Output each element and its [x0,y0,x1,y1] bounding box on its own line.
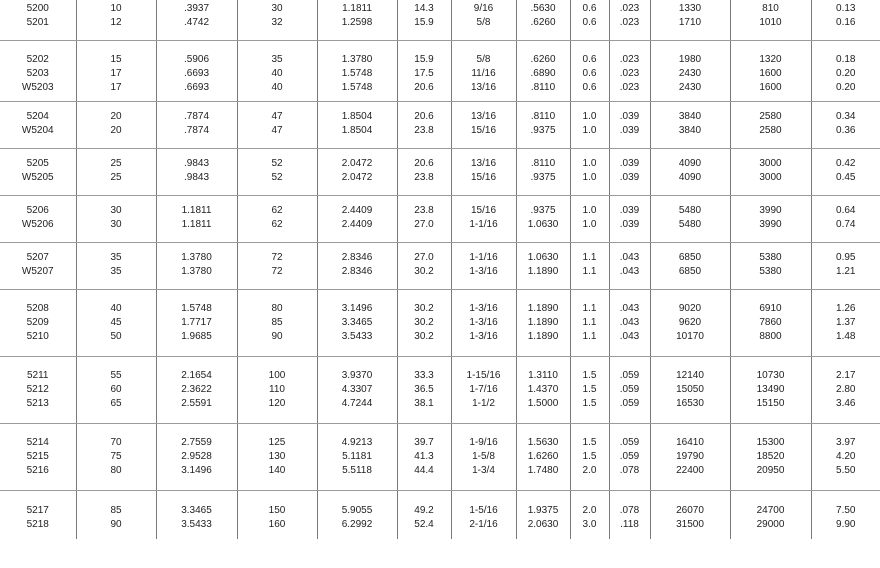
cell-bore-mm: 40 45 50 [76,290,156,357]
cell-fillet-in: .059 .059 .059 [609,357,650,424]
cell-fillet-mm: 0.6 0.6 0.6 [570,41,609,102]
cell-width-mm: 20.6 23.8 [397,149,451,196]
cell-dynamic-load: 9020 9620 10170 [650,290,730,357]
cell-part-number: 5208 5209 5210 [0,290,76,357]
cell-fillet-in: .039 .039 [609,149,650,196]
cell-static-load: 3000 3000 [730,149,811,196]
table-row [0,149,880,196]
table-row [0,424,880,491]
cell-width-mm: 14.3 15.9 [397,0,451,41]
cell-od-mm: 150 160 [237,491,317,540]
cell-bore-mm: 10 12 [76,0,156,41]
cell-width-in: 1-15/16 1-7/16 1-1/2 [451,357,516,424]
cell-width-mm: 23.8 27.0 [397,196,451,243]
cell-od-in: 2.0472 2.0472 [317,149,397,196]
cell-fillet-in: .043 .043 .043 [609,290,650,357]
table-row [0,41,880,102]
table-row [0,357,880,424]
cell-static-load: 810 1010 [730,0,811,41]
cell-dynamic-load: 4090 4090 [650,149,730,196]
cell-fillet-in: .078 .118 [609,491,650,540]
cell-static-load: 6910 7860 8800 [730,290,811,357]
cell-dynamic-load: 1330 1710 [650,0,730,41]
table-row [0,102,880,149]
cell-od-in: 1.8504 1.8504 [317,102,397,149]
cell-od-mm: 100 110 120 [237,357,317,424]
cell-bore-in: 1.1811 1.1811 [156,196,237,243]
cell-fillet-in: .023 .023 [609,0,650,41]
cell-static-load: 24700 29000 [730,491,811,540]
cell-static-load: 15300 18520 20950 [730,424,811,491]
cell-width-mm: 39.7 41.3 44.4 [397,424,451,491]
cell-width-decimal: .8110 .9375 [516,102,570,149]
cell-width-mm: 15.9 17.5 20.6 [397,41,451,102]
cell-bore-mm: 25 25 [76,149,156,196]
cell-fillet-in: .023 .023 .023 [609,41,650,102]
cell-width-mm: 27.0 30.2 [397,243,451,290]
cell-od-mm: 52 52 [237,149,317,196]
cell-fillet-mm: 1.5 1.5 2.0 [570,424,609,491]
cell-fillet-mm: 1.1 1.1 [570,243,609,290]
cell-width-in: 9/16 5/8 [451,0,516,41]
cell-width-in: 1-1/16 1-3/16 [451,243,516,290]
cell-static-load: 2580 2580 [730,102,811,149]
cell-width-decimal: .5630 .6260 [516,0,570,41]
cell-bore-in: 1.5748 1.7717 1.9685 [156,290,237,357]
cell-width-mm: 20.6 23.8 [397,102,451,149]
cell-bore-mm: 35 35 [76,243,156,290]
cell-weight: 0.95 1.21 [811,243,880,290]
cell-fillet-mm: 0.6 0.6 [570,0,609,41]
cell-fillet-mm: 1.0 1.0 [570,196,609,243]
cell-weight: 0.64 0.74 [811,196,880,243]
cell-fillet-mm: 2.0 3.0 [570,491,609,540]
cell-bore-in: .3937 .4742 [156,0,237,41]
cell-bore-in: 3.3465 3.5433 [156,491,237,540]
cell-dynamic-load: 3840 3840 [650,102,730,149]
cell-weight: 0.18 0.20 0.20 [811,41,880,102]
cell-fillet-mm: 1.1 1.1 1.1 [570,290,609,357]
cell-bore-mm: 85 90 [76,491,156,540]
cell-fillet-mm: 1.5 1.5 1.5 [570,357,609,424]
cell-static-load: 3990 3990 [730,196,811,243]
cell-fillet-mm: 1.0 1.0 [570,102,609,149]
cell-od-mm: 47 47 [237,102,317,149]
cell-od-in: 2.4409 2.4409 [317,196,397,243]
cell-part-number: 5214 5215 5216 [0,424,76,491]
cell-fillet-in: .039 .039 [609,102,650,149]
cell-width-in: 13/16 15/16 [451,102,516,149]
cell-bore-in: 1.3780 1.3780 [156,243,237,290]
cell-bore-mm: 70 75 80 [76,424,156,491]
table-row [0,290,880,357]
cell-part-number: 5206 W5206 [0,196,76,243]
cell-od-in: 3.9370 4.3307 4.7244 [317,357,397,424]
cell-dynamic-load: 12140 15050 16530 [650,357,730,424]
cell-width-decimal: .8110 .9375 [516,149,570,196]
cell-od-in: 4.9213 5.1181 5.5118 [317,424,397,491]
cell-od-mm: 30 32 [237,0,317,41]
cell-part-number: 5204 W5204 [0,102,76,149]
cell-bore-in: .9843 .9843 [156,149,237,196]
cell-fillet-in: .039 .039 [609,196,650,243]
cell-bore-mm: 30 30 [76,196,156,243]
cell-bore-in: .5906 .6693 .6693 [156,41,237,102]
cell-static-load: 10730 13490 15150 [730,357,811,424]
cell-width-in: 15/16 1-1/16 [451,196,516,243]
cell-bore-in: 2.7559 2.9528 3.1496 [156,424,237,491]
cell-bore-mm: 15 17 17 [76,41,156,102]
cell-bore-in: .7874 .7874 [156,102,237,149]
cell-part-number: 5207 W5207 [0,243,76,290]
cell-od-in: 1.3780 1.5748 1.5748 [317,41,397,102]
cell-weight: 3.97 4.20 5.50 [811,424,880,491]
cell-width-mm: 30.2 30.2 30.2 [397,290,451,357]
cell-dynamic-load: 1980 2430 2430 [650,41,730,102]
cell-od-in: 1.1811 1.2598 [317,0,397,41]
cell-weight: 2.17 2.80 3.46 [811,357,880,424]
cell-bore-mm: 55 60 65 [76,357,156,424]
cell-part-number: 5211 5212 5213 [0,357,76,424]
cell-width-mm: 33.3 36.5 38.1 [397,357,451,424]
cell-width-in: 13/16 15/16 [451,149,516,196]
cell-od-mm: 72 72 [237,243,317,290]
cell-width-decimal: 1.5630 1.6260 1.7480 [516,424,570,491]
cell-od-in: 5.9055 6.2992 [317,491,397,540]
cell-part-number: 5205 W5205 [0,149,76,196]
cell-fillet-in: .043 .043 [609,243,650,290]
cell-weight: 0.42 0.45 [811,149,880,196]
cell-bore-mm: 20 20 [76,102,156,149]
table-row [0,491,880,540]
cell-fillet-mm: 1.0 1.0 [570,149,609,196]
cell-width-decimal: 1.1890 1.1890 1.1890 [516,290,570,357]
cell-width-decimal: 1.9375 2.0630 [516,491,570,540]
cell-width-in: 5/8 11/16 13/16 [451,41,516,102]
cell-width-in: 1-3/16 1-3/16 1-3/16 [451,290,516,357]
cell-width-decimal: .6260 .6890 .8110 [516,41,570,102]
cell-static-load: 5380 5380 [730,243,811,290]
cell-width-decimal: 1.0630 1.1890 [516,243,570,290]
cell-weight: 7.50 9.90 [836,505,856,531]
table-row [0,196,880,243]
cell-od-mm: 62 62 [237,196,317,243]
cell-od-mm: 125 130 140 [237,424,317,491]
cell-dynamic-load: 26070 31500 [650,491,730,540]
cell-width-decimal: .9375 1.0630 [516,196,570,243]
cell-width-in: 1-9/16 1-5/8 1-3/4 [451,424,516,491]
cell-fillet-in: .059 .059 .078 [609,424,650,491]
cell-part-number: 5202 5203 W5203 [0,41,76,102]
cell-bore-in: 2.1654 2.3622 2.5591 [156,357,237,424]
table-row [0,243,880,290]
cell-part-number: 5200 5201 [0,0,76,41]
table-row [0,0,880,41]
cell-width-mm: 49.2 52.4 [397,491,451,540]
cell-width-in: 1-5/16 2-1/16 [451,491,516,540]
cell-part-number: 5217 5218 [0,491,76,540]
cell-od-in: 3.1496 3.3465 3.5433 [317,290,397,357]
cell-weight: 1.26 1.37 1.48 [811,290,880,357]
cell-dynamic-load: 16410 19790 22400 [650,424,730,491]
cell-dynamic-load: 5480 5480 [650,196,730,243]
cell-dynamic-load: 6850 6850 [650,243,730,290]
cell-od-in: 2.8346 2.8346 [317,243,397,290]
cell-static-load: 1320 1600 1600 [730,41,811,102]
cell-od-mm: 35 40 40 [237,41,317,102]
cell-od-mm: 80 85 90 [237,290,317,357]
cell-width-decimal: 1.3110 1.4370 1.5000 [516,357,570,424]
cell-weight: 0.34 0.36 [811,102,880,149]
cell-weight: 0.13 0.16 [811,0,880,41]
